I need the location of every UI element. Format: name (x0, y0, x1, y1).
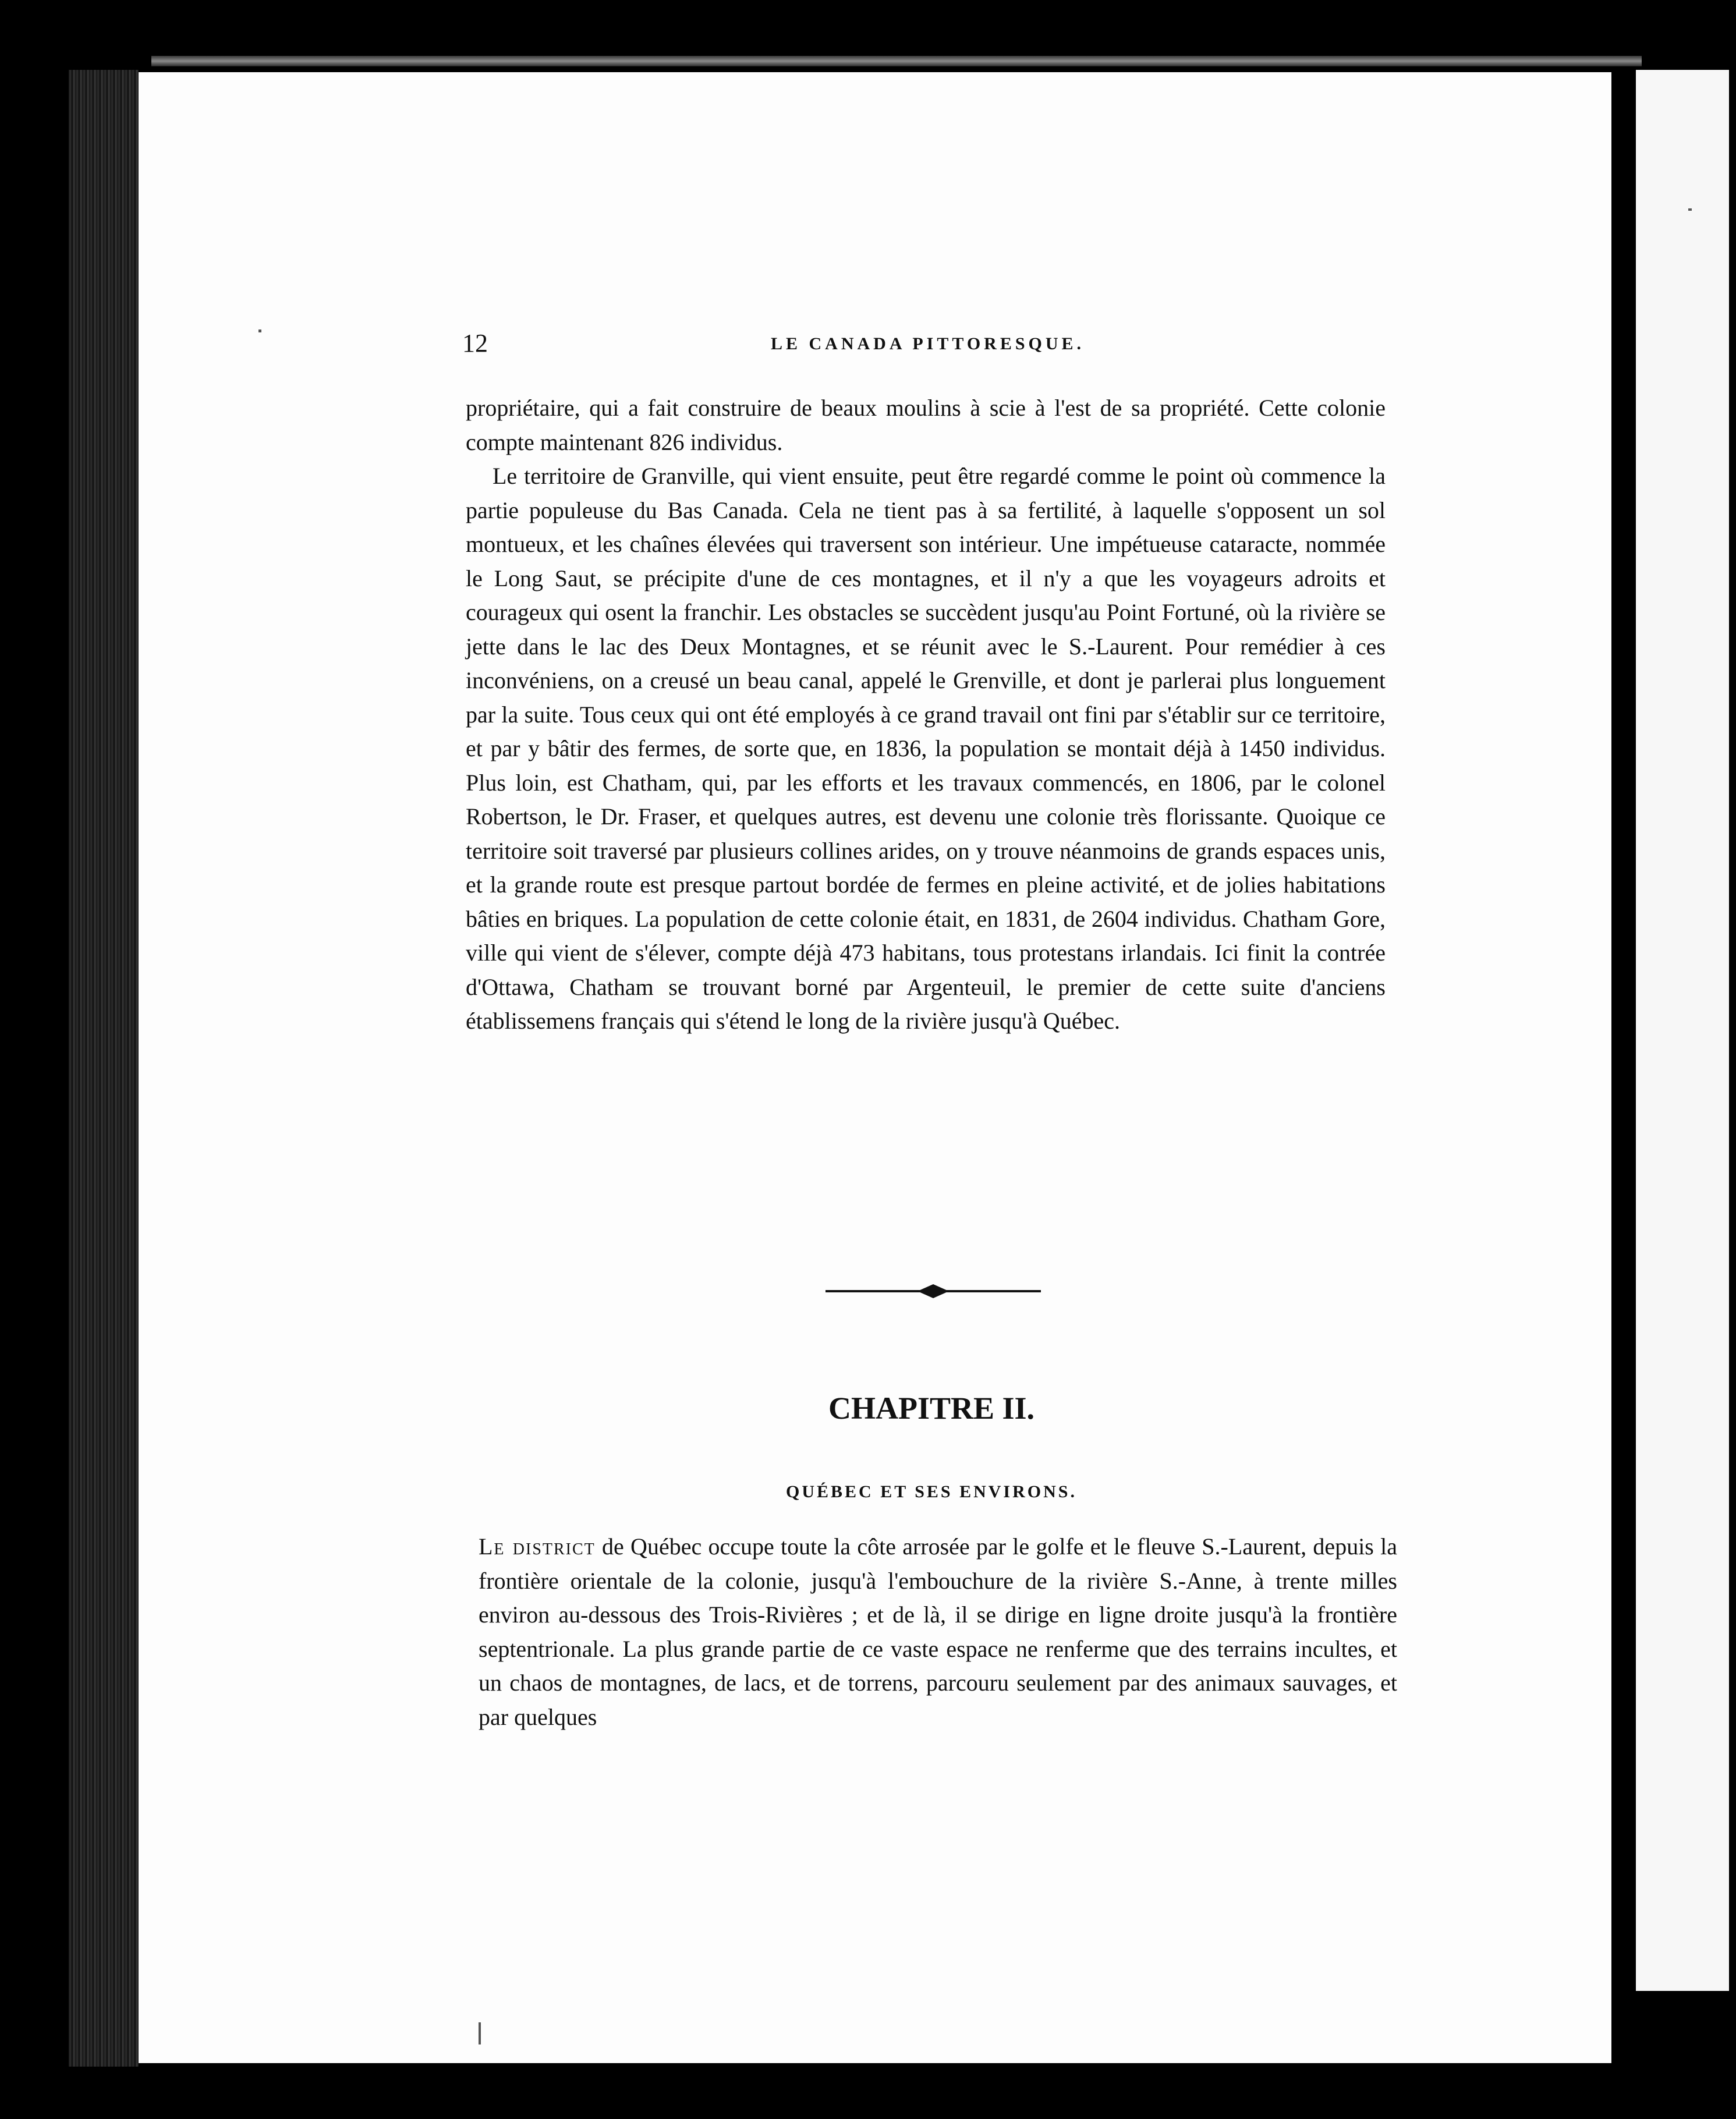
book-top-edge (151, 56, 1642, 66)
paragraph-continued: propriétaire, qui a fait construire de beaux moulins à scie à l'est de sa propriété. Cette colonie compte maintenant 826 individus. (466, 395, 1386, 455)
scan-speck (479, 2022, 481, 2044)
chapter-paragraph-text: de Québec occupe toute la côte arrosée par le golfe et le fleuve S.-Laurent, depuis la frontière orientale de la colonie, jusqu'à l'embouchure de la rivière S.-Anne, à trente milles environ au-dessous des Trois-Rivières ; et de là, il se dirige en ligne droite jusqu'à la frontière septentrionale. La plus grande partie de ce vaste espace ne renferme que des terrains incultes, et un chaos de montagnes, de lacs, et de torrens, parcouru seulement par des animaux sauvages, et par quelques (479, 1533, 1397, 1730)
book-spine-edge (69, 70, 139, 2067)
scan-speck (258, 329, 261, 332)
scan-speck (1688, 208, 1692, 211)
body-text (466, 391, 1386, 1039)
book-page (139, 72, 1611, 2063)
chapter-title: CHAPITRE II. (828, 1391, 1035, 1426)
chapter-paragraph (479, 1530, 1397, 1734)
diamond-rule-ornament (826, 1280, 1041, 1303)
running-head (462, 328, 1394, 363)
chapter-lead-words: Le district (479, 1533, 596, 1560)
page-number: 12 (462, 329, 488, 357)
paragraph-granville: Le territoire de Granville, qui vient ensuite, peut être regardé comme le point où commence la partie populeuse du Bas Canada. Cela ne tient pas à sa fertilité, à laquelle s'opposent un sol montueux, et les chaînes élevées qui traversent son intérieur. Une impétueuse cataracte, nommée le Long Saut, se précipite d'une de ces montagnes, et il n'y a que les voyageurs adroits et courageux qui osent la franchir. Les obstacles se succèdent jusqu'au Point Fortuné, où la rivière se jette dans le lac des Deux Montagnes, et se réunit avec le S.-Laurent. Pour remédier à ces inconvéniens, on a creusé un beau canal, appelé le Grenville, et dont je parlerai plus longuement par la suite. Tous ceux qui ont été employés à ce grand travail ont fini par s'établir sur ce territoire, et par y bâtir des fermes, de sorte que, en 1836, la population se montait déjà à 1450 individus. Plus loin, est Chatham, qui, par les efforts et les travaux commencés, en 1806, par le colonel Robertson, le Dr. Fraser, et quelques autres, est devenu une colonie très florissante. Quoique ce territoire soit traversé par plusieurs collines arides, on y trouve néanmoins de grands espaces unis, et la grande route est presque partout bordée de fermes en pleine activité, et de jolies habitations bâties en briques. La population de cette colonie était, en 1831, de 2604 individus. Chatham Gore, ville qui vient de s'élever, compte déjà 473 habitans, tous protestans irlandais. Ici finit la contrée d'Ottawa, Chatham se trouvant borné par Argenteuil, le premier de cette suite d'anciens établissemens français qui s'étend le long de la rivière jusqu'à Québec. (466, 463, 1386, 1034)
facing-page-edge (1636, 70, 1729, 1991)
running-title: LE CANADA PITTORESQUE. (771, 334, 1085, 353)
chapter-subtitle: QUÉBEC ET SES ENVIRONS. (786, 1482, 1077, 1501)
